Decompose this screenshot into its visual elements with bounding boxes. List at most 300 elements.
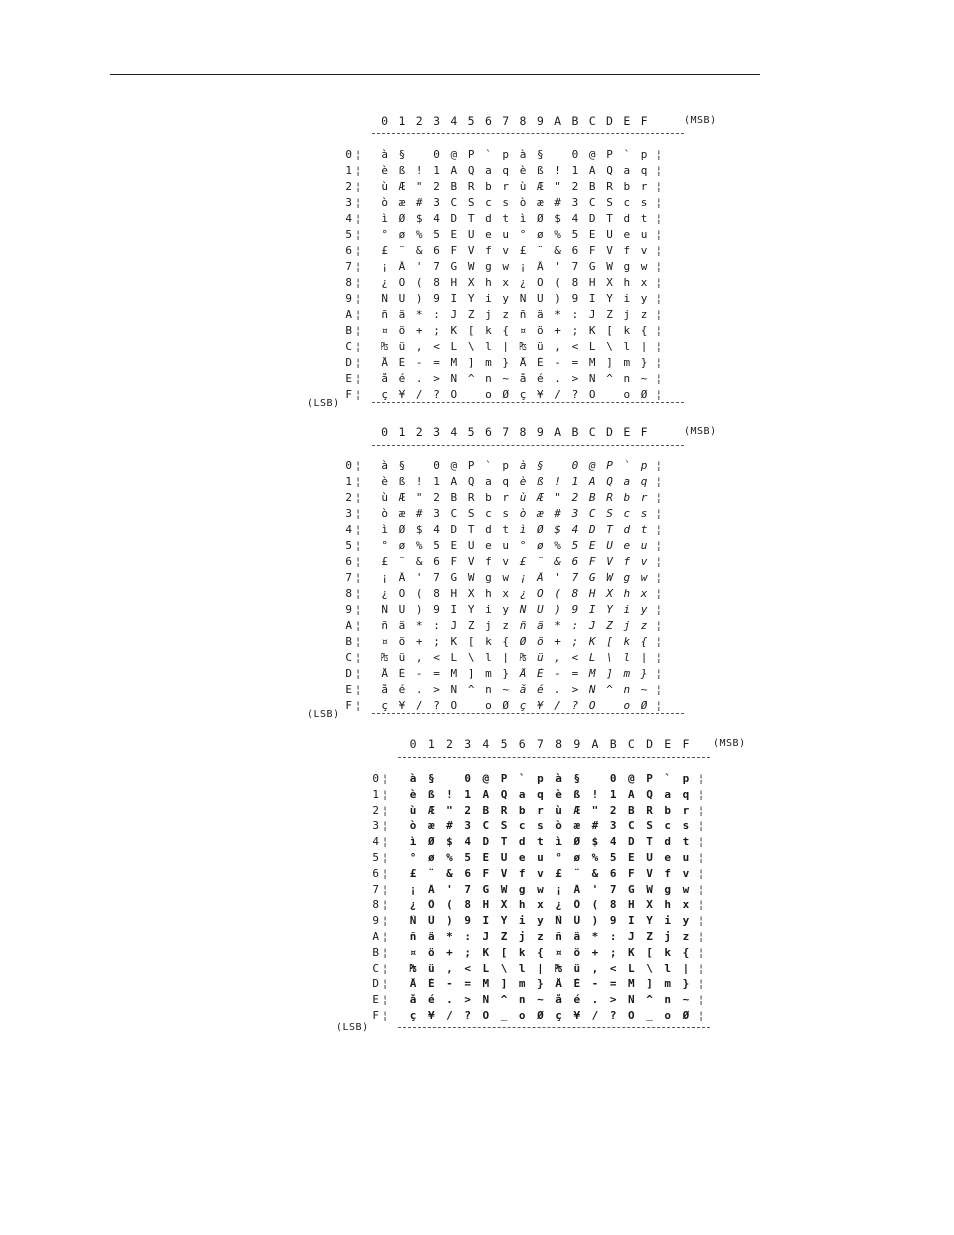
char-cell: ; [571, 325, 579, 336]
right-border: ¦ [697, 1009, 705, 1022]
char-cell: = [571, 668, 579, 679]
left-border: ¦ [381, 835, 389, 849]
char-cell: b [664, 804, 672, 816]
char-cell: ° [519, 540, 527, 551]
char-cell: a [485, 165, 492, 176]
column-label: 0 [409, 737, 417, 751]
char-cell: s [502, 197, 510, 208]
column-label: 8 [555, 737, 563, 751]
char-cell: E [450, 229, 458, 240]
char-cell: 4 [433, 524, 440, 535]
char-cell: N [628, 994, 635, 1006]
char-cell: Z [467, 620, 475, 631]
row-label: 2 [345, 491, 352, 504]
char-cell: b [623, 181, 631, 192]
char-cell: # [591, 820, 599, 832]
char-cell: F [588, 556, 596, 567]
left-border: ¦ [354, 539, 362, 552]
char-cell: % [415, 540, 423, 551]
char-cell: , [415, 341, 423, 352]
char-cell: 8 [609, 899, 617, 911]
char-cell: ä [398, 620, 406, 631]
char-cell: ¤ [555, 946, 562, 958]
char-cell: # [415, 508, 423, 519]
row-label: A [345, 308, 352, 321]
row-label: 3 [372, 819, 379, 833]
char-cell: c [485, 197, 492, 208]
char-cell: p [640, 149, 648, 160]
char-cell: > [433, 373, 440, 384]
char-cell: X [467, 277, 475, 288]
char-cell: ] [646, 978, 653, 990]
char-cell: ' [415, 572, 423, 583]
char-cell: & [554, 556, 561, 567]
row-label: 1 [372, 787, 379, 801]
column-label: B [571, 425, 579, 439]
char-cell: ç [381, 700, 388, 711]
char-cell: \ [500, 962, 508, 974]
char-cell: é [398, 373, 406, 384]
char-cell: , [554, 652, 561, 663]
char-cell: & [446, 867, 453, 879]
char-cell: Z [606, 620, 613, 631]
char-cell: + [446, 946, 453, 958]
table-row [338, 556, 665, 567]
char-cell: É [398, 668, 406, 679]
char-cell: G [628, 883, 635, 895]
char-cell: £ [519, 245, 527, 256]
char-cell: è [381, 165, 388, 176]
char-cell: = [609, 978, 617, 990]
char-cell: u [502, 540, 510, 551]
char-cell: f [485, 556, 492, 567]
row-label: 7 [372, 882, 379, 896]
row-label: 0 [345, 148, 352, 161]
char-cell: Q [646, 788, 653, 800]
char-cell: Ñ [381, 293, 388, 304]
char-cell: c [664, 820, 672, 832]
char-cell: y [502, 604, 510, 615]
char-cell: _ [646, 1010, 653, 1021]
char-cell: e [485, 229, 492, 240]
char-cell: æ [537, 197, 544, 208]
char-cell: A [450, 476, 458, 487]
char-cell: ! [554, 165, 561, 176]
char-cell: 6 [433, 556, 440, 567]
char-cell: 6 [433, 245, 440, 256]
char-cell: J [450, 309, 458, 320]
char-cell: } [537, 978, 544, 990]
left-border: ¦ [354, 523, 362, 536]
char-cell: & [554, 245, 561, 256]
char-cell: e [518, 852, 526, 863]
char-cell: 5 [433, 229, 440, 240]
char-cell: 5 [433, 540, 440, 551]
char-cell: L [588, 341, 596, 352]
char-cell: ä [427, 931, 435, 942]
char-cell: : [464, 931, 471, 942]
char-cell: O [588, 700, 596, 711]
char-cell: % [554, 229, 561, 240]
char-cell: h [623, 277, 631, 288]
char-cell: E [450, 540, 458, 551]
char-cell: f [664, 867, 672, 879]
char-cell: M [588, 357, 596, 368]
char-cell: è [381, 476, 388, 487]
column-label: A [554, 114, 562, 128]
char-cell: R [467, 492, 475, 503]
char-cell: Ä [398, 572, 406, 583]
char-cell: , [446, 962, 453, 974]
char-cell: ° [555, 852, 562, 863]
char-cell: Ø [537, 524, 544, 535]
char-cell: N [588, 684, 596, 695]
char-cell: ' [591, 883, 599, 895]
footer-divider [372, 402, 684, 403]
char-cell: Y [646, 915, 653, 927]
char-cell: ¥ [398, 389, 406, 400]
left-border: ¦ [381, 945, 389, 959]
char-cell: 9 [433, 604, 440, 615]
char-cell: l [518, 962, 526, 974]
left-border: ¦ [354, 555, 362, 568]
char-cell: ; [433, 636, 440, 647]
char-cell: - [554, 357, 561, 368]
char-cell: Æ [573, 804, 581, 816]
char-cell: & [415, 245, 423, 256]
table-row [338, 277, 665, 288]
column-label: C [588, 114, 596, 128]
char-cell: | [502, 341, 510, 352]
char-cell: # [415, 197, 423, 208]
char-cell: / [554, 700, 561, 711]
table-row [338, 588, 665, 599]
char-cell: ( [415, 277, 423, 288]
char-cell: S [606, 508, 613, 519]
char-cell: Q [467, 476, 475, 487]
left-border: ¦ [354, 292, 362, 305]
char-cell: 3 [609, 820, 617, 832]
msb-label: (MSB) [713, 738, 746, 749]
char-cell: - [415, 668, 423, 679]
char-cell: à [381, 460, 388, 471]
right-border: ¦ [655, 148, 663, 161]
char-cell: B [482, 804, 490, 816]
char-cell: ø [537, 540, 544, 551]
char-cell: à [555, 773, 562, 784]
char-cell: % [446, 852, 453, 863]
char-cell: 7 [433, 261, 440, 272]
char-cell: 9 [464, 915, 471, 927]
char-cell: 6 [609, 867, 617, 879]
char-cell: > [433, 684, 440, 695]
table-row [365, 852, 707, 863]
char-cell: , [415, 652, 423, 663]
char-cell: ¿ [409, 899, 417, 911]
column-label: 4 [450, 114, 458, 128]
char-cell: D [588, 524, 596, 535]
char-cell: l [623, 652, 631, 663]
char-cell: u [502, 229, 510, 240]
char-cell: ` [623, 460, 631, 471]
column-label: 2 [446, 737, 453, 751]
column-label: 3 [464, 737, 472, 751]
char-cell: é [427, 994, 435, 1006]
char-cell: : [433, 309, 440, 320]
left-border: ¦ [354, 491, 362, 504]
char-cell: r [640, 492, 648, 503]
char-cell: à [519, 460, 527, 471]
char-cell: 8 [464, 899, 471, 911]
column-label: 4 [450, 425, 458, 439]
right-border: ¦ [697, 851, 705, 864]
char-cell: 9 [433, 293, 440, 304]
char-cell: 9 [609, 915, 617, 927]
char-cell: M [628, 978, 635, 990]
char-cell: Ø [519, 636, 527, 647]
char-cell: T [467, 213, 475, 224]
char-cell: 3 [433, 197, 440, 208]
right-border: ¦ [655, 555, 663, 568]
char-cell: Ö [398, 277, 406, 288]
char-cell: É [537, 668, 544, 679]
char-cell: N [588, 373, 596, 384]
row-label: 4 [372, 835, 379, 849]
char-cell: H [482, 899, 490, 911]
char-cell: * [554, 620, 561, 631]
char-cell: ì [381, 213, 388, 224]
char-cell: _ [467, 389, 475, 400]
char-cell: s [682, 820, 690, 832]
right-border: ¦ [655, 356, 663, 369]
char-cell: P [606, 460, 613, 471]
char-cell: [ [467, 636, 475, 647]
char-cell: q [640, 476, 648, 487]
char-cell: / [591, 1010, 599, 1021]
char-cell: 6 [464, 867, 471, 879]
char-cell: S [467, 508, 475, 519]
char-cell: É [537, 357, 544, 368]
char-cell: Ü [537, 604, 544, 615]
char-cell: F [628, 867, 635, 879]
char-cell: 5 [464, 852, 471, 863]
char-cell: G [450, 261, 458, 272]
left-border: ¦ [381, 803, 389, 817]
char-cell: ( [554, 277, 561, 288]
table-row [365, 947, 707, 958]
char-cell: Ñ [381, 604, 388, 615]
table-row [365, 915, 707, 926]
table-row [338, 245, 665, 256]
row-label: F [372, 1009, 379, 1022]
column-label: 5 [467, 114, 475, 128]
char-cell: ü [537, 341, 544, 352]
char-cell: E [588, 540, 596, 551]
char-cell: 2 [571, 181, 579, 192]
right-border: ¦ [655, 459, 663, 472]
char-cell: z [502, 620, 510, 631]
char-cell: @ [482, 773, 490, 784]
char-cell: è [519, 476, 527, 487]
table-row [338, 524, 665, 535]
left-border: ¦ [354, 228, 362, 241]
char-cell: ] [606, 668, 613, 679]
char-cell: \ [606, 652, 613, 663]
row-label: B [345, 635, 352, 648]
column-label: A [554, 425, 562, 439]
right-border: ¦ [697, 866, 705, 880]
char-cell: É [398, 357, 406, 368]
char-cell: j [664, 931, 672, 942]
char-cell: | [640, 341, 648, 352]
char-cell: ö [573, 946, 581, 958]
char-cell: Ø [398, 213, 406, 224]
char-cell: O [450, 700, 458, 711]
char-cell: b [485, 492, 492, 503]
char-cell: [ [646, 946, 653, 958]
char-cell: ù [519, 181, 527, 192]
char-cell: x [640, 277, 648, 288]
table-row [338, 508, 665, 519]
char-cell: ¥ [427, 1010, 435, 1021]
char-cell: Ü [573, 915, 581, 927]
column-label: 7 [536, 737, 544, 751]
char-cell: ^ [606, 684, 613, 695]
table-row [365, 836, 707, 847]
char-cell: W [467, 261, 475, 272]
char-cell: o [485, 700, 492, 711]
right-border: ¦ [655, 683, 663, 696]
table-row [338, 325, 665, 336]
right-border: ¦ [655, 571, 663, 584]
char-cell [440, 773, 458, 784]
char-cell: Ü [427, 915, 435, 927]
char-cell: : [571, 620, 579, 631]
char-cell: ^ [467, 373, 475, 384]
char-cell: } [640, 668, 648, 679]
row-label: 2 [345, 180, 352, 193]
row-label: 8 [345, 587, 352, 600]
char-cell: ¥ [537, 389, 544, 400]
char-cell: 2 [433, 492, 440, 503]
char-cell: U [646, 852, 653, 863]
char-cell: I [482, 915, 490, 927]
char-cell: § [537, 460, 544, 471]
left-border: ¦ [354, 651, 362, 664]
right-border: ¦ [655, 699, 663, 712]
char-cell: d [485, 524, 492, 535]
column-label: 2 [415, 425, 423, 439]
char-cell: T [500, 836, 508, 848]
char-cell: W [467, 572, 475, 583]
char-cell: A [588, 476, 596, 487]
left-border: ¦ [354, 276, 362, 289]
char-cell: ; [464, 946, 471, 958]
column-label: 7 [502, 114, 510, 128]
char-cell: x [502, 588, 510, 599]
char-cell: | [537, 962, 544, 974]
char-cell: I [588, 293, 596, 304]
top-rule [110, 74, 760, 75]
char-cell: Ö [537, 277, 544, 288]
char-cell: 0 [571, 149, 579, 160]
column-label: C [588, 425, 596, 439]
char-cell: ò [381, 197, 388, 208]
char-cell: d [485, 213, 492, 224]
char-cell: 2 [464, 804, 471, 816]
char-cell: > [609, 994, 617, 1006]
left-border: ¦ [354, 459, 362, 472]
char-cell: 5 [609, 852, 617, 863]
char-cell: Ø [640, 700, 648, 711]
char-cell: s [537, 820, 544, 832]
left-border: ¦ [354, 164, 362, 177]
char-cell: ) [554, 293, 561, 304]
char-cell: J [450, 620, 458, 631]
char-cell: 5 [571, 229, 579, 240]
char-cell: m [664, 978, 672, 990]
char-cell: ¥ [537, 700, 544, 711]
column-label: D [606, 425, 613, 439]
char-cell: U [500, 852, 508, 863]
right-border: ¦ [697, 977, 705, 991]
char-cell: Q [606, 476, 613, 487]
right-border: ¦ [655, 244, 663, 257]
char-cell: ( [446, 899, 453, 911]
char-cell: y [502, 293, 510, 304]
table-row [338, 149, 665, 160]
char-cell: q [682, 788, 690, 800]
char-cell: ) [415, 293, 423, 304]
char-cell: < [571, 652, 579, 663]
char-cell: r [502, 492, 510, 503]
char-cell: Æ [398, 181, 406, 192]
char-cell: a [664, 788, 672, 800]
char-cell: c [623, 197, 631, 208]
char-cell: Y [500, 915, 508, 927]
char-cell: z [640, 309, 648, 320]
lsb-label: (LSB) [307, 709, 340, 720]
char-cell: 0 [433, 460, 440, 471]
left-border: ¦ [354, 244, 362, 257]
char-cell: O [628, 1010, 635, 1021]
char-cell: $ [591, 836, 599, 848]
char-cell: å [409, 994, 417, 1006]
char-cell: L [450, 652, 458, 663]
char-cell: % [591, 852, 599, 863]
table-row [338, 492, 665, 503]
char-cell: L [450, 341, 458, 352]
char-cell: < [571, 341, 579, 352]
char-cell: é [573, 994, 581, 1006]
row-label: 7 [345, 260, 352, 273]
table-row [365, 789, 707, 800]
char-cell: w [640, 261, 648, 272]
row-label: 1 [345, 475, 352, 488]
char-cell: ¨ [398, 245, 406, 256]
table-row [365, 1010, 707, 1021]
char-cell: ( [591, 899, 599, 911]
char-cell: d [664, 836, 672, 848]
char-cell: V [500, 867, 508, 879]
char-cell: ¿ [519, 277, 527, 288]
char-cell: 8 [433, 588, 440, 599]
column-label: C [627, 737, 635, 751]
char-cell: 9 [571, 293, 579, 304]
char-cell: Ü [398, 604, 406, 615]
table-row [338, 293, 665, 304]
char-cell: C [588, 197, 596, 208]
